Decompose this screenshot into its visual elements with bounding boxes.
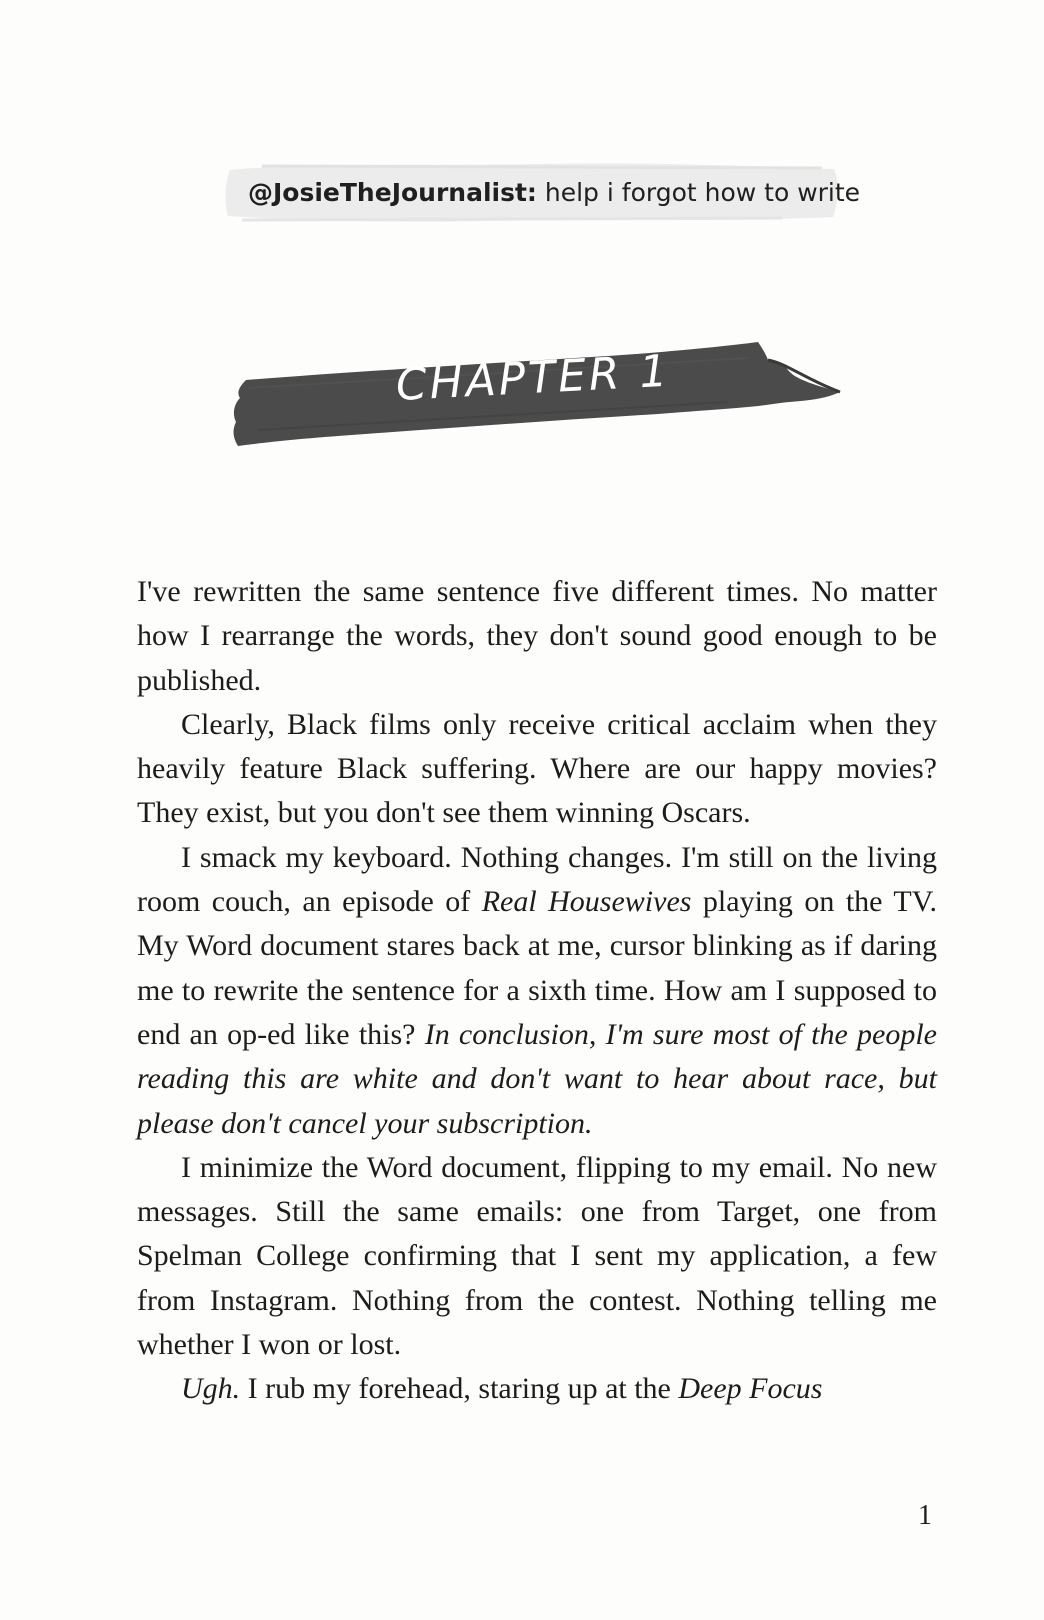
epigraph-message: help i forgot how to write xyxy=(536,177,861,207)
page-number: 1 xyxy=(918,1500,932,1531)
paragraph xyxy=(137,1367,937,1411)
epigraph-handle: @JosieTheJournalist: xyxy=(248,177,537,207)
italic-span: In conclusion, I'm sure most of the people reading this are white and don't want to hear about race, but please don't cancel your subscription. xyxy=(137,1017,937,1140)
text-span: I minimize the Word document, flipping to my email. No new messages. Still the same emails: one from Target, one from Spelman College confirming that I sent my application, a few from Instagram. Nothing from the contest. Nothing telling me whether I won or lost. xyxy=(137,1150,937,1362)
chapter-title: CHAPTER 1 xyxy=(394,345,672,411)
italic-span: Real Housewives xyxy=(481,885,692,919)
epigraph-text xyxy=(248,178,860,207)
chapter-body xyxy=(137,570,937,1412)
text-span: I've rewritten the same sentence five different times. No matter how I rearrange the words, they don't sound good enough to be published. xyxy=(137,575,937,697)
text-span: I rub my forehead, staring up at the xyxy=(240,1372,679,1406)
text-span: Clearly, Black films only receive critical acclaim when they heavily feature Black suffering. Where are our happy movies? They exist, but you don't see them winning Oscars. xyxy=(137,707,937,830)
epigraph-tweet xyxy=(222,160,861,224)
italic-span: Deep Focus xyxy=(678,1372,823,1406)
text-span: playing on the TV. My Word document stares back at me, cursor blinking as if daring me to rewrite the sentence for a sixth time. How am I supposed to end an op-ed like this? xyxy=(137,885,938,1051)
paragraph xyxy=(137,570,937,703)
text-span: I smack my keyboard. Nothing changes. I'm still on the living room couch, an episode of xyxy=(137,840,937,919)
paragraph xyxy=(137,836,937,1146)
chapter-banner xyxy=(228,318,848,463)
paragraph xyxy=(137,1146,937,1367)
paragraph xyxy=(137,703,937,836)
italic-span: Ugh. xyxy=(181,1372,241,1406)
